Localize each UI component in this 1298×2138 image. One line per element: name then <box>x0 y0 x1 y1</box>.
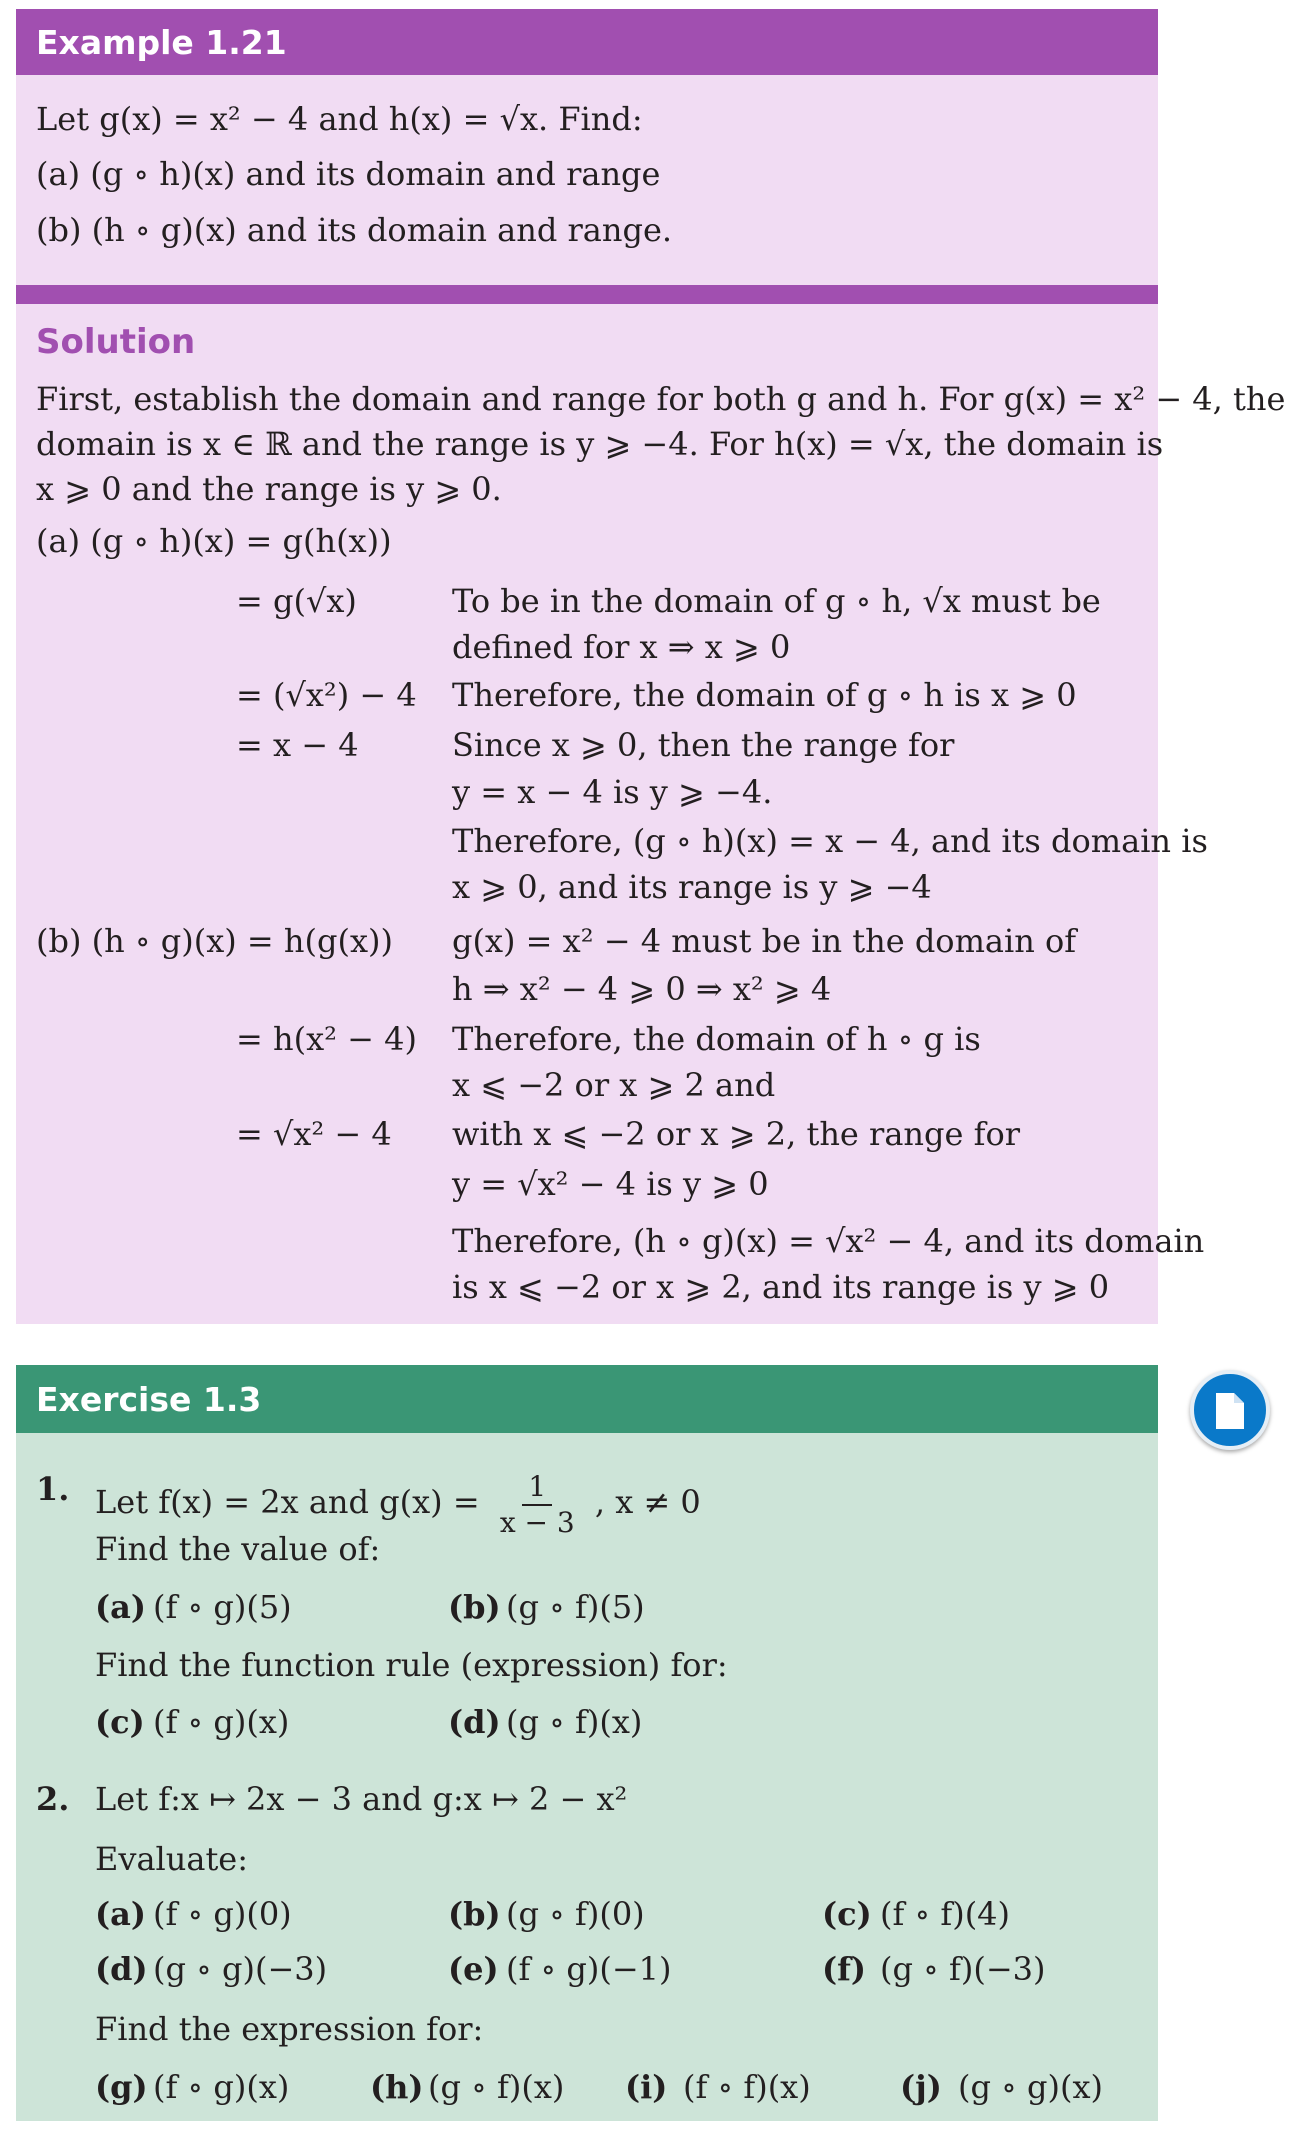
q1-a-label: (a) <box>95 1588 147 1626</box>
solution-b-note1b: h ⇒ x² − 4 ⩾ 0 ⇒ x² ⩾ 4 <box>452 970 832 1008</box>
example-title: Example 1.21 <box>36 22 287 62</box>
solution-intro-3: x ⩾ 0 and the range is y ⩾ 0. <box>36 470 502 508</box>
q2-j-label: (j) <box>900 2068 942 2106</box>
solution-b-note2a: Therefore, the domain of h ∘ g is <box>452 1020 981 1058</box>
solution-a-step2: = (√x²) − 4 <box>236 676 417 714</box>
q2-h: (g ∘ f)(x) <box>428 2068 565 2106</box>
solution-a-note1a: To be in the domain of g ∘ h, √x must be <box>452 582 1101 620</box>
q2-g: (f ∘ g)(x) <box>153 2068 290 2106</box>
q1-text: Let f(x) = 2x and g(x) = <box>95 1483 480 1522</box>
solution-a-step3: = x − 4 <box>236 726 359 764</box>
q2-a-label: (a) <box>95 1895 147 1933</box>
solution-a-note2: Therefore, the domain of g ∘ h is x ⩾ 0 <box>452 676 1077 714</box>
q1-d-label: (d) <box>448 1703 501 1741</box>
q2-find-expression: Find the expression for: <box>95 2010 484 2048</box>
q2-e-label: (e) <box>448 1950 499 1988</box>
q2-c-label: (c) <box>822 1895 872 1933</box>
solution-b-note1a: g(x) = x² − 4 must be in the domain of <box>452 922 1077 960</box>
example-header <box>16 9 1158 75</box>
example-prompt: Let g(x) = x² − 4 and h(x) = √x. Find: <box>36 100 643 138</box>
example-part-b: (b) (h ∘ g)(x) and its domain and range. <box>36 211 673 249</box>
solution-b-note3a: with x ⩽ −2 or x ⩾ 2, the range for <box>452 1115 1021 1153</box>
solution-b-step2: = h(x² − 4) <box>236 1020 417 1058</box>
solution-a-note4b: x ⩾ 0, and its range is y ⩾ −4 <box>452 868 932 906</box>
solution-intro-2: domain is x ∈ ℝ and the range is y ⩾ −4. For h(x) = √x, the domain is <box>36 425 1164 463</box>
q1-find-value: Find the value of: <box>95 1530 381 1568</box>
exercise-header <box>16 1365 1158 1433</box>
q2-a: (f ∘ g)(0) <box>153 1895 292 1933</box>
q2-d: (g ∘ g)(−3) <box>153 1950 328 1988</box>
q1-a: (f ∘ g)(5) <box>153 1588 292 1626</box>
q2-text: Let f:x ↦ 2x − 3 and g:x ↦ 2 − x² <box>95 1780 628 1818</box>
q1-b-label: (b) <box>448 1588 501 1626</box>
q2-f: (g ∘ f)(−3) <box>880 1950 1046 1988</box>
exercise-title: Exercise 1.3 <box>36 1379 262 1419</box>
q2-h-label: (h) <box>370 2068 424 2106</box>
q2-evaluate: Evaluate: <box>95 1840 249 1878</box>
example-part-a: (a) (g ∘ h)(x) and its domain and range <box>36 155 661 193</box>
q1-fraction <box>494 1470 581 1539</box>
solution-b-note4b: is x ⩽ −2 or x ⩾ 2, and its range is y ⩾ 0 <box>452 1268 1110 1306</box>
solution-a-note3a: Since x ⩾ 0, then the range for <box>452 726 955 764</box>
example-divider <box>16 285 1158 304</box>
q2-i-label: (i) <box>625 2068 668 2106</box>
q2-j: (g ∘ g)(x) <box>958 2068 1103 2106</box>
q1-fraction-numerator: 1 <box>522 1470 552 1506</box>
q1-d: (g ∘ f)(x) <box>506 1703 643 1741</box>
document-glyph-icon <box>1214 1391 1246 1431</box>
q1-b: (g ∘ f)(5) <box>506 1588 645 1626</box>
q2-d-label: (d) <box>95 1950 148 1988</box>
q2-b-label: (b) <box>448 1895 501 1933</box>
q1-find-rule: Find the function rule (expression) for: <box>95 1646 728 1684</box>
q2-c: (f ∘ f)(4) <box>880 1895 1011 1933</box>
solution-a-step1: = g(√x) <box>236 582 357 620</box>
q2-e: (f ∘ g)(−1) <box>506 1950 672 1988</box>
document-icon[interactable] <box>1190 1370 1270 1450</box>
solution-b-note4a: Therefore, (h ∘ g)(x) = √x² − 4, and its domain <box>452 1222 1205 1260</box>
q1-fraction-denominator: x − 3 <box>499 1505 575 1539</box>
q1-c-label: (c) <box>95 1703 145 1741</box>
solution-b-note3b: y = √x² − 4 is y ⩾ 0 <box>452 1165 769 1203</box>
solution-a-note4a: Therefore, (g ∘ h)(x) = x − 4, and its domain is <box>452 822 1208 860</box>
q2-g-label: (g) <box>95 2068 148 2106</box>
q1-condition: , x ≠ 0 <box>594 1483 701 1522</box>
solution-a-note3b: y = x − 4 is y ⩾ −4. <box>452 773 773 811</box>
solution-b-note2b: x ⩽ −2 or x ⩾ 2 and <box>452 1066 776 1104</box>
q2-b: (g ∘ f)(0) <box>506 1895 645 1933</box>
q2-number: 2. <box>36 1780 70 1818</box>
q2-i: (f ∘ f)(x) <box>683 2068 811 2106</box>
solution-a-head: (a) (g ∘ h)(x) = g(h(x)) <box>36 522 392 560</box>
solution-b-head: (b) (h ∘ g)(x) = h(g(x)) <box>36 922 393 960</box>
solution-b-step3: = √x² − 4 <box>236 1115 392 1153</box>
q1-c: (f ∘ g)(x) <box>153 1703 290 1741</box>
solution-title: Solution <box>36 322 196 362</box>
solution-a-note1b: defined for x ⇒ x ⩾ 0 <box>452 628 791 666</box>
solution-intro-1: First, establish the domain and range for both g and h. For g(x) = x² − 4, the <box>36 380 1286 418</box>
q2-f-label: (f) <box>822 1950 867 1988</box>
q1-statement <box>95 1470 701 1539</box>
q1-number: 1. <box>36 1470 70 1508</box>
